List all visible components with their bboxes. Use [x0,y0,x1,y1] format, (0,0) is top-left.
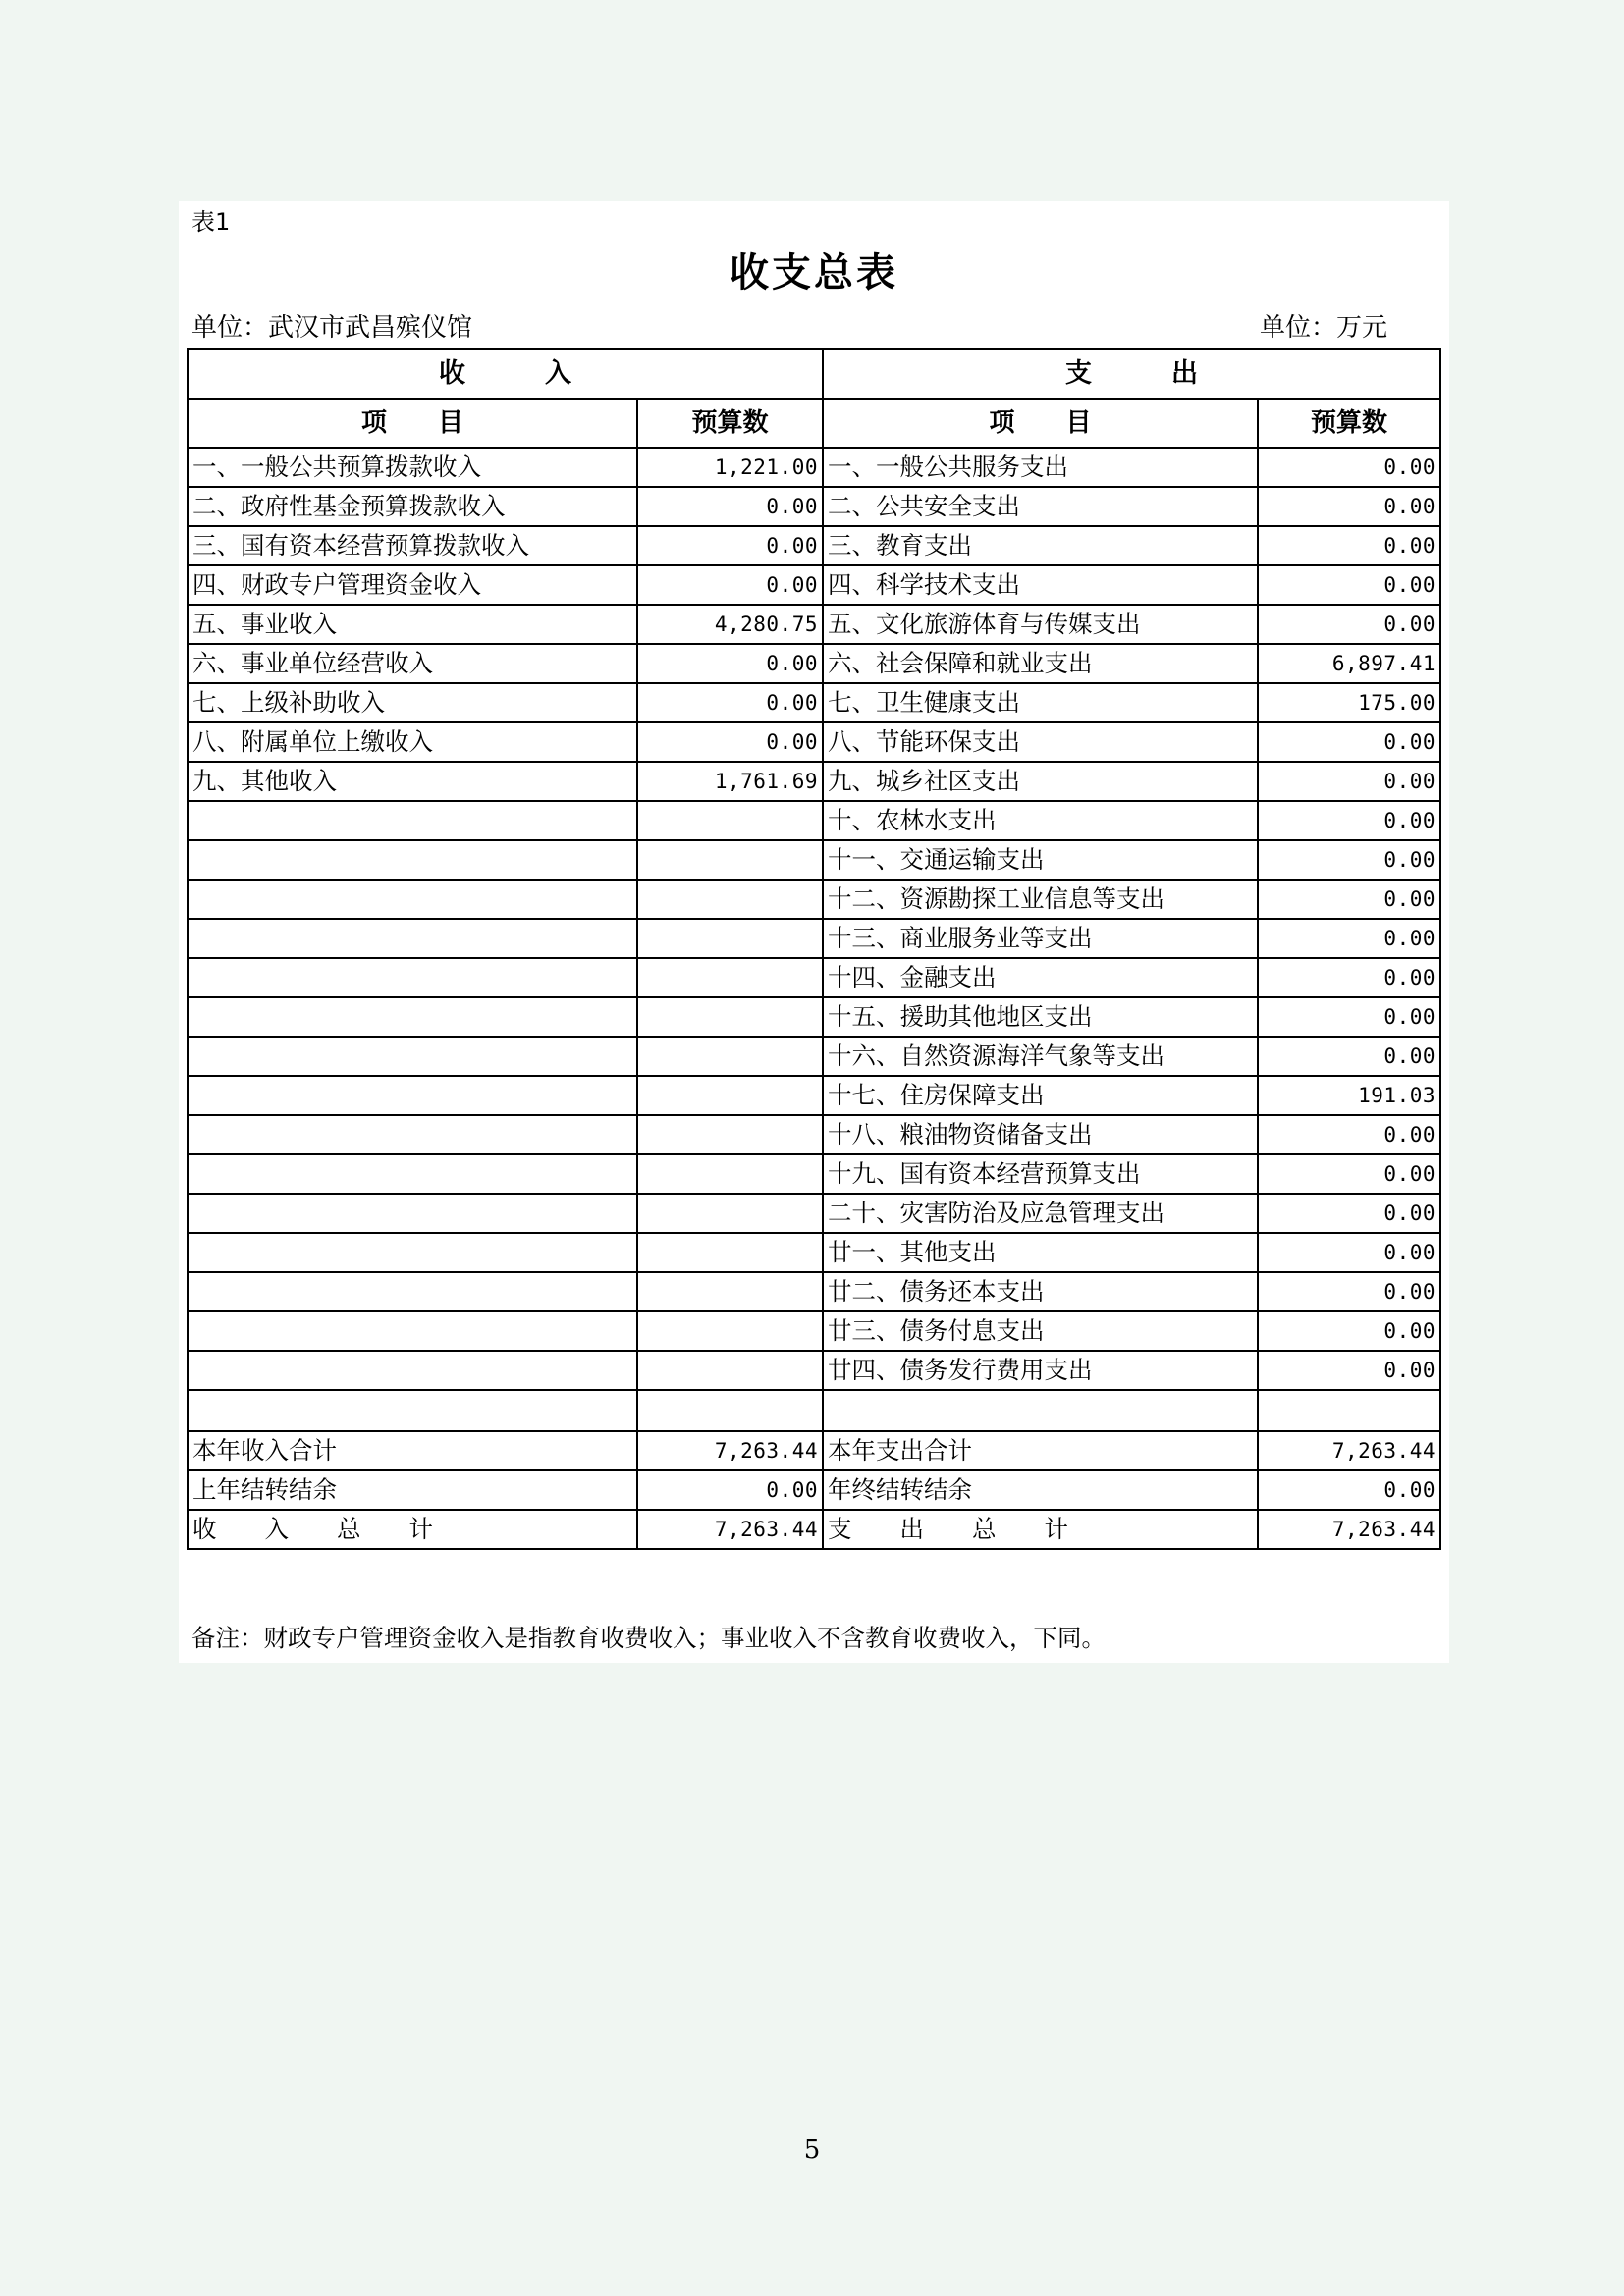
income-amount-cell [637,1115,823,1154]
expense-item-cell: 支 出 总 计 [823,1510,1258,1549]
income-amount-cell [637,1390,823,1431]
expense-amount-cell: 0.00 [1258,1037,1440,1076]
income-amount-cell: 7,263.44 [637,1431,823,1470]
expense-item-cell: 十九、国有资本经营预算支出 [823,1154,1258,1194]
table-row [188,919,1440,958]
income-amount-cell [637,1154,823,1194]
table-row [188,1351,1440,1390]
table-row [188,801,1440,840]
income-amount-cell [637,997,823,1037]
expense-item-cell: 二、公共安全支出 [823,487,1258,526]
income-item-cell [188,1390,637,1431]
expense-item-cell: 七、卫生健康支出 [823,683,1258,722]
expense-amount-cell: 0.00 [1258,1311,1440,1351]
income-item-cell [188,1351,637,1390]
expense-item-column-header: 项 目 [823,399,1258,448]
income-amount-cell [637,801,823,840]
table-row [188,683,1440,722]
income-amount-cell: 0.00 [637,644,823,683]
table-row [188,1390,1440,1431]
income-item-cell [188,1154,637,1194]
income-amount-cell [637,1076,823,1115]
expense-amount-cell: 0.00 [1258,526,1440,565]
table-number: 表1 [191,208,231,236]
expense-item-cell: 二十、灾害防治及应急管理支出 [823,1194,1258,1233]
expense-item-cell: 十五、援助其他地区支出 [823,997,1258,1037]
income-item-cell [188,1233,637,1272]
expense-amount-cell: 6,897.41 [1258,644,1440,683]
income-item-cell [188,1194,637,1233]
expense-amount-cell [1258,1390,1440,1431]
income-amount-cell [637,1272,823,1311]
expense-amount-cell: 0.00 [1258,1154,1440,1194]
expense-amount-cell: 175.00 [1258,683,1440,722]
table-row [188,1272,1440,1311]
income-item-cell: 九、其他收入 [188,762,637,801]
income-item-cell: 六、事业单位经营收入 [188,644,637,683]
table-row [188,1470,1440,1510]
expense-item-cell: 十四、金融支出 [823,958,1258,997]
expense-item-cell: 十三、商业服务业等支出 [823,919,1258,958]
table-row [188,644,1440,683]
income-item-cell: 四、财政专户管理资金收入 [188,565,637,605]
expense-item-cell: 五、文化旅游体育与传媒支出 [823,605,1258,644]
expense-item-cell: 廿一、其他支出 [823,1233,1258,1272]
income-item-cell [188,840,637,880]
table-row [188,1076,1440,1115]
income-amount-cell [637,1037,823,1076]
table-row [188,605,1440,644]
table-row [188,1311,1440,1351]
income-amount-cell [637,1351,823,1390]
income-item-cell [188,880,637,919]
expense-amount-cell: 0.00 [1258,801,1440,840]
table-row [188,880,1440,919]
expense-amount-cell: 0.00 [1258,605,1440,644]
table-row [188,1115,1440,1154]
table-row [188,1510,1440,1549]
income-item-cell: 五、事业收入 [188,605,637,644]
income-item-cell [188,997,637,1037]
income-item-cell: 收 入 总 计 [188,1510,637,1549]
income-item-cell [188,801,637,840]
income-item-cell [188,1076,637,1115]
expense-item-cell: 六、社会保障和就业支出 [823,644,1258,683]
income-amount-cell: 0.00 [637,565,823,605]
expense-item-cell: 十二、资源勘探工业信息等支出 [823,880,1258,919]
expense-amount-cell: 0.00 [1258,487,1440,526]
income-amount-cell: 0.00 [637,722,823,762]
table-row [188,997,1440,1037]
expense-amount-cell: 0.00 [1258,880,1440,919]
expense-amount-cell: 0.00 [1258,1351,1440,1390]
income-header: 收 入 [188,349,823,399]
expense-item-cell: 三、教育支出 [823,526,1258,565]
footnote: 备注：财政专户管理资金收入是指教育收费收入；事业收入不含教育收费收入，下同。 [191,1624,1106,1652]
expense-amount-cell: 0.00 [1258,958,1440,997]
expense-item-cell: 本年支出合计 [823,1431,1258,1470]
expense-item-cell: 四、科学技术支出 [823,565,1258,605]
income-amount-cell: 0.00 [637,1470,823,1510]
income-item-cell [188,919,637,958]
section-header-row [188,349,1440,399]
reporting-unit: 单位：武汉市武昌殡仪馆 [191,313,473,343]
income-amount-cell: 1,761.69 [637,762,823,801]
table-row [188,526,1440,565]
expense-item-cell: 廿四、债务发行费用支出 [823,1351,1258,1390]
expense-amount-cell: 7,263.44 [1258,1431,1440,1470]
currency-unit: 单位：万元 [1260,313,1388,343]
table-row [188,958,1440,997]
income-amount-cell [637,919,823,958]
income-item-cell: 二、政府性基金预算拨款收入 [188,487,637,526]
expense-item-cell: 十七、住房保障支出 [823,1076,1258,1115]
expense-item-cell: 十、农林水支出 [823,801,1258,840]
expense-amount-cell: 0.00 [1258,1115,1440,1154]
income-item-cell: 一、一般公共预算拨款收入 [188,448,637,487]
expense-item-cell: 十八、粮油物资储备支出 [823,1115,1258,1154]
income-item-cell: 八、附属单位上缴收入 [188,722,637,762]
income-amount-cell: 0.00 [637,487,823,526]
income-amount-cell [637,1311,823,1351]
table-body [188,448,1440,1549]
table-row [188,1233,1440,1272]
table-row [188,762,1440,801]
expense-item-cell: 一、一般公共服务支出 [823,448,1258,487]
income-amount-cell [637,958,823,997]
expense-amount-cell: 0.00 [1258,1272,1440,1311]
income-item-cell [188,1115,637,1154]
expense-amount-cell: 0.00 [1258,1233,1440,1272]
income-item-cell [188,1311,637,1351]
page-number: 5 [803,2135,821,2164]
table-row [188,722,1440,762]
table-row [188,1037,1440,1076]
expense-item-cell: 廿二、债务还本支出 [823,1272,1258,1311]
income-item-cell [188,958,637,997]
income-amount-cell [637,1233,823,1272]
income-amount-cell: 0.00 [637,683,823,722]
income-item-column-header: 项 目 [188,399,637,448]
income-item-cell: 三、国有资本经营预算拨款收入 [188,526,637,565]
income-amount-cell [637,1194,823,1233]
income-amount-cell: 1,221.00 [637,448,823,487]
expense-header: 支 出 [823,349,1440,399]
expense-item-cell: 十六、自然资源海洋气象等支出 [823,1037,1258,1076]
table-row [188,840,1440,880]
expense-amount-cell: 0.00 [1258,448,1440,487]
expense-amount-cell: 0.00 [1258,997,1440,1037]
expense-amount-cell: 191.03 [1258,1076,1440,1115]
expense-amount-cell: 0.00 [1258,762,1440,801]
expense-budget-column-header: 预算数 [1258,399,1440,448]
expense-amount-cell: 0.00 [1258,919,1440,958]
income-amount-cell [637,840,823,880]
column-header-row [188,399,1440,448]
income-budget-column-header: 预算数 [637,399,823,448]
income-amount-cell: 0.00 [637,526,823,565]
table-row [188,1431,1440,1470]
income-item-cell [188,1272,637,1311]
income-amount-cell: 4,280.75 [637,605,823,644]
expense-amount-cell: 0.00 [1258,840,1440,880]
table-row [188,448,1440,487]
expense-amount-cell: 0.00 [1258,722,1440,762]
income-item-cell: 七、上级补助收入 [188,683,637,722]
table-row [188,1154,1440,1194]
expense-amount-cell: 0.00 [1258,1470,1440,1510]
income-item-cell: 本年收入合计 [188,1431,637,1470]
income-amount-cell [637,880,823,919]
table-row [188,487,1440,526]
expense-item-cell [823,1390,1258,1431]
expense-item-cell: 十一、交通运输支出 [823,840,1258,880]
expense-item-cell: 年终结转结余 [823,1470,1258,1510]
income-item-cell: 上年结转结余 [188,1470,637,1510]
income-item-cell [188,1037,637,1076]
budget-summary-table [187,348,1441,1550]
table-row [188,565,1440,605]
expense-amount-cell: 7,263.44 [1258,1510,1440,1549]
expense-item-cell: 九、城乡社区支出 [823,762,1258,801]
expense-item-cell: 八、节能环保支出 [823,722,1258,762]
table-row [188,1194,1440,1233]
expense-amount-cell: 0.00 [1258,565,1440,605]
expense-amount-cell: 0.00 [1258,1194,1440,1233]
income-amount-cell: 7,263.44 [637,1510,823,1549]
page-title: 收支总表 [730,249,898,295]
expense-item-cell: 廿三、债务付息支出 [823,1311,1258,1351]
